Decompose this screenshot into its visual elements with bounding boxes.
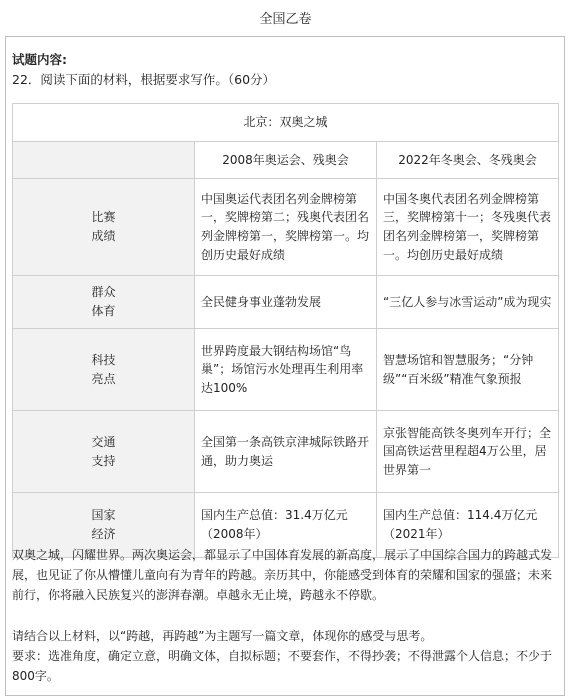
material-paragraph: 双奥之城，闪耀世界。两次奥运会，都显示了中国体育发展的新高度，展示了中国综合国力的跨越式发展，也见证了你从懵懂儿童向有为青年的跨越。亲历其中，你能感受到体育的荣耀和国家的强盛；未来前行，你将融入民族复兴的澎湃春潮。卓越永无止境，跨越永不停歇。 bbox=[12, 548, 553, 602]
row-header: 比赛 成绩 bbox=[13, 179, 195, 276]
table-cell: 智慧场馆和智慧服务；“分钟级”“百米级”精准气象预报 bbox=[377, 329, 559, 411]
page-title: 全国乙卷 bbox=[259, 12, 312, 27]
table-caption: 北京：双奥之城 bbox=[13, 104, 559, 142]
column-header-2022: 2022年冬奥会、冬残奥会 bbox=[377, 142, 559, 179]
table-row bbox=[13, 329, 559, 411]
table-row bbox=[13, 276, 559, 329]
question-line: 22．阅读下面的材料，根据要求写作。（60分） bbox=[12, 72, 276, 87]
table-cell: “三亿人参与冰雪运动”成为现实 bbox=[377, 276, 559, 329]
table-cell: 全国第一条高铁京津城际铁路开通，助力奥运 bbox=[195, 411, 377, 493]
requirements: 要求：选准角度，确定立意，明确文体，自拟标题；不要套作，不得抄袭；不得泄露个人信息；不少于800字。 bbox=[12, 649, 553, 683]
row-header: 群众 体育 bbox=[13, 276, 195, 329]
row-header: 交通 支持 bbox=[13, 411, 195, 493]
row-header: 国家 经济 bbox=[13, 493, 195, 558]
table-corner bbox=[13, 142, 195, 179]
material-table bbox=[12, 103, 559, 558]
table-cell: 中国冬奥代表团名列金牌榜第三，奖牌榜第十一；冬残奥代表团名列金牌榜第一，奖牌榜第一。均创历史最好成绩 bbox=[377, 179, 559, 276]
table-cell: 京张智能高铁冬奥列车开行；全国高铁运营里程超4万公里，居世界第一 bbox=[377, 411, 559, 493]
table-cell: 全民健身事业蓬勃发展 bbox=[195, 276, 377, 329]
table-cell: 世界跨度最大钢结构场馆“鸟巢”；场馆污水处理再生利用率达100% bbox=[195, 329, 377, 411]
task-instruction: 请结合以上材料，以“跨越，再跨越”为主题写一篇文章，体现你的感受与思考。 bbox=[12, 629, 433, 643]
question-heading: 试题内容: bbox=[12, 52, 67, 67]
table-row bbox=[13, 179, 559, 276]
table-cell: 国内生产总值：31.4万亿元（2008年） bbox=[195, 493, 377, 558]
column-header-2008: 2008年奥运会、残奥会 bbox=[195, 142, 377, 179]
table-row bbox=[13, 411, 559, 493]
table-cell: 中国奥运代表团名列金牌榜第一，奖牌榜第二；残奥代表团名列金牌榜第一，奖牌榜第一。均创历史最好成绩 bbox=[195, 179, 377, 276]
table-cell: 国内生产总值：114.4万亿元（2021年） bbox=[377, 493, 559, 558]
row-header: 科技 亮点 bbox=[13, 329, 195, 411]
